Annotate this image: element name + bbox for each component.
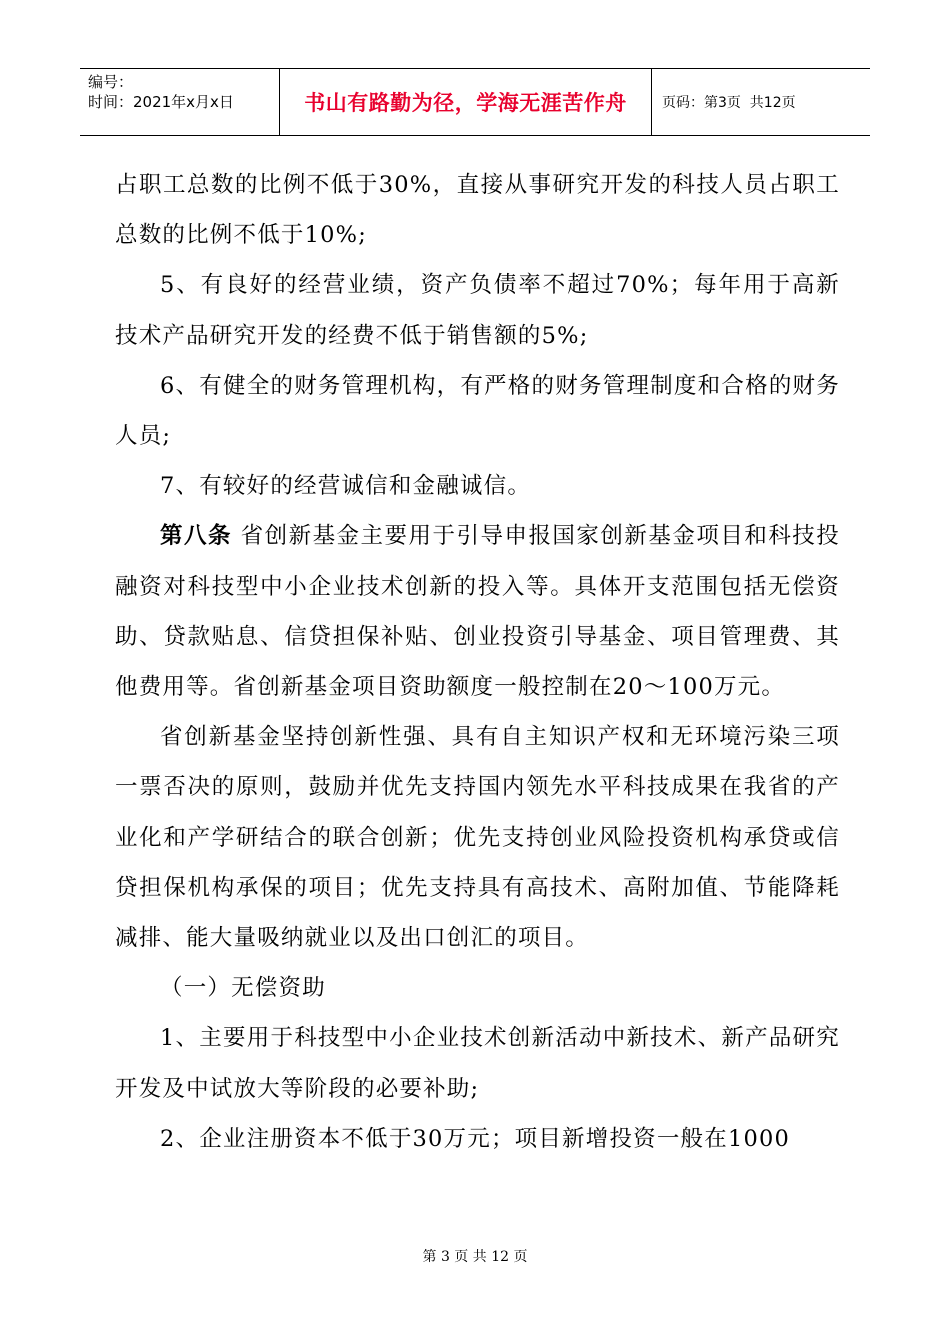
page-footer: 第 3 页 共 12 页 — [422, 1249, 528, 1265]
article-title: 第八条 — [160, 523, 232, 550]
paragraph: 占职工总数的比例不低于30%，直接从事研究开发的科技人员占职工总数的比例不低于10%; — [115, 172, 840, 249]
paragraph: 1、主要用于科技型中小企业技术创新活动中新技术、新产品研究开发及中试放大等阶段的必要补助; — [115, 1025, 840, 1102]
document-body — [115, 160, 840, 1164]
paragraph: 6、有健全的财务管理机构，有严格的财务管理制度和合格的财务人员; — [115, 372, 840, 450]
header-motto: 书山有路勤为径，学海无涯苦作舟 — [280, 69, 652, 135]
paragraph: 省创新基金坚持创新性强、具有自主知识产权和无环境污染三项一票否决的原则，鼓励并优先支持国内领先水平科技成果在我省的产业化和产学研结合的联合创新；优先支持创业风险投资机构承贷或信贷担保机构承保的项目；优先支持具有高技术、高附加值、节能降耗减排、能大量吸纳就业以及出口创汇的项目。 — [115, 724, 840, 952]
header-page-info: 页码：第3页 共12页 — [662, 95, 796, 111]
document-date-label: 时间：2021年x月x日 — [88, 93, 234, 111]
section-heading: （一）无偿资助 — [160, 975, 326, 1002]
paragraph: 2、企业注册资本不低于30万元；项目新增投资一般在1000 — [160, 1125, 791, 1152]
document-number-label: 编号： — [88, 73, 134, 91]
paragraph: 5、有良好的经营业绩，资产负债率不超过70%；每年用于高新技术产品研究开发的经费不低于销售额的5%; — [115, 272, 840, 349]
header-meta — [80, 69, 280, 135]
paragraph-article-8 — [115, 511, 840, 712]
paragraph: 7、有较好的经营诚信和金融诚信。 — [160, 473, 532, 500]
article-text: 省创新基金主要用于引导申报国家创新基金项目和科技投融资对科技型中小企业技术创新的投入等。具体开支范围包括无偿资助、贷款贴息、信贷担保补贴、创业投资引导基金、项目管理费、其他费用等。省创新基金项目资助额度一般控制在20～100万元。 — [115, 523, 840, 701]
page-header — [80, 68, 870, 136]
